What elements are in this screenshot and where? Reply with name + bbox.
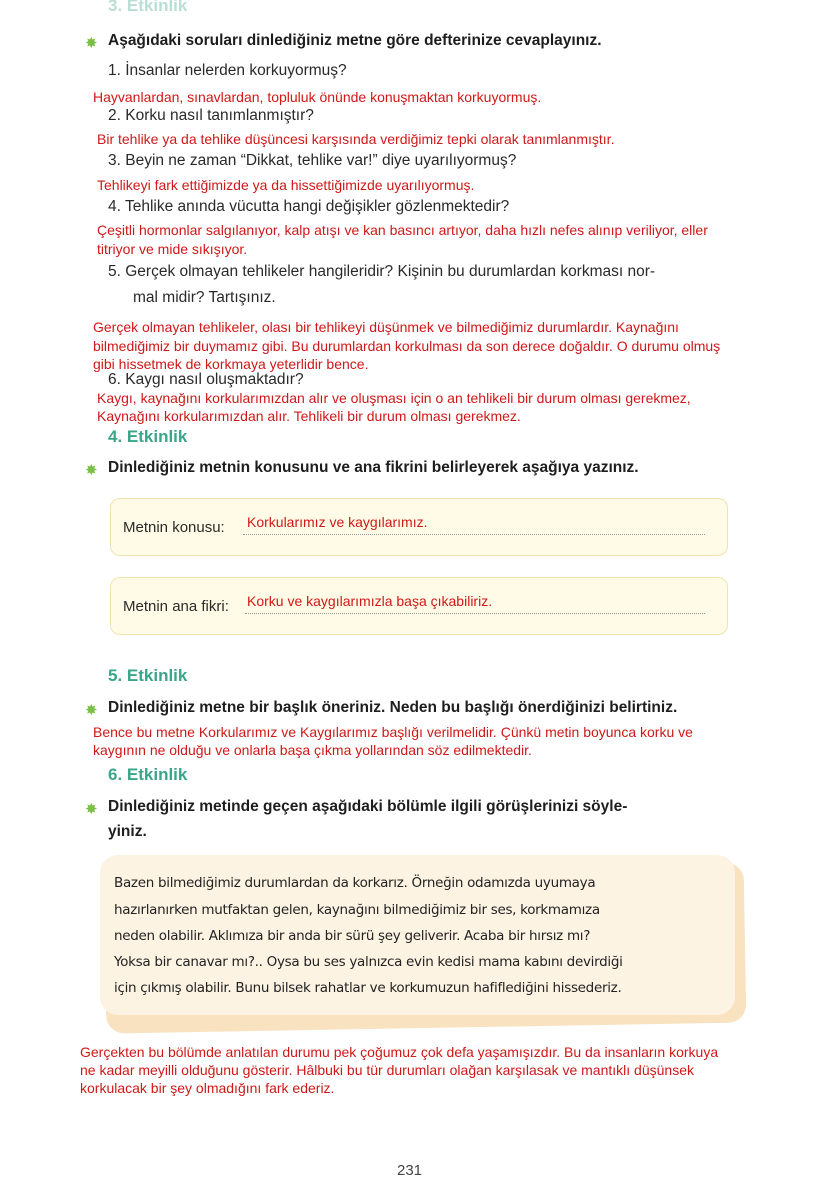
answer-5-line1: Gerçek olmayan tehlikeler, olası bir tehlikeyi düşünmek ve bilmediğimiz durumlardır. Kaynağını xyxy=(93,319,679,335)
topic-box xyxy=(110,498,728,556)
answer-6-line2: Kaynağını korkularımızdan alır. Tehlikeli bir durum olması gerekmez. xyxy=(97,408,521,424)
activity6-instruction-line1: Dinlediğiniz metinde geçen aşağıdaki bölümle ilgili görüşlerinizi söyle- xyxy=(108,798,628,815)
bullet-star-icon: ✸ xyxy=(85,801,98,818)
answer-5-line2: bilmediğimiz bir duymamız gibi. Bu durumlardan korkulması da son derece doğaldır. O durumu olmuş xyxy=(93,338,721,354)
bullet-star-icon: ✸ xyxy=(85,702,98,719)
question-1: 1. İnsanlar nelerden korkuyormuş? xyxy=(108,62,347,79)
activity3-heading: 3. Etkinlik xyxy=(108,0,188,15)
main-idea-answer[interactable]: Korku ve kaygılarımızla başa çıkabiliriz. xyxy=(247,593,493,609)
main-idea-dotted-line xyxy=(245,613,705,614)
activity4-heading: 4. Etkinlik xyxy=(108,427,188,446)
quote-line: neden olabilir. Aklımıza bir anda bir sürü şey geliverir. Acaba bir hırsız mı? xyxy=(114,928,591,944)
activity6-answer-line2: ne kadar meyilli olduğunu gösterir. Hâlbuki bu tür durumları olağan karşılasak ve mantıklı düşünsek xyxy=(80,1062,694,1078)
answer-2: Bir tehlike ya da tehlike düşüncesi karşısında verdiğimiz tepki olarak tanımlanmıştır. xyxy=(97,131,615,147)
quote-line: için çıkmış olabilir. Bunu bilsek rahatlar ve korkumuzun hafiflediğini hissederiz. xyxy=(114,980,622,996)
page-number: 231 xyxy=(397,1162,423,1179)
answer-3: Tehlikeyi fark ettiğimizde ya da hissettiğimizde uyarılıyormuş. xyxy=(97,177,475,193)
question-2: 2. Korku nasıl tanımlanmıştır? xyxy=(108,107,314,124)
question-3: 3. Beyin ne zaman “Dikkat, tehlike var!” diye uyarılıyormuş? xyxy=(108,152,517,169)
question-6: 6. Kaygı nasıl oluşmaktadır? xyxy=(108,371,304,388)
answer-4-line1: Çeşitli hormonlar salgılanıyor, kalp atışı ve kan basıncı artıyor, daha hızlı nefes alınıp veriliyor, eller xyxy=(97,222,708,238)
answer-6-line1: Kaygı, kaynağını korkularımızdan alır ve oluşması için o an tehlikeli bir durum olması gerekmez, xyxy=(97,390,691,406)
question-5-line2: mal midir? Tartışınız. xyxy=(133,289,276,306)
activity5-answer-line2: kaygının ne olduğu ve onlarla başa çıkma yollarından söz edilmektedir. xyxy=(93,742,532,758)
quote-line: Yoksa bir canavar mı?.. Oysa bu ses yalnızca evin kedisi mama kabını devirdiği xyxy=(114,954,623,970)
quote-box xyxy=(100,855,735,1015)
activity6-answer-line3: korkulacak bir şey olmadığını fark ederiz. xyxy=(80,1080,335,1096)
answer-4-line2: titriyor ve mide sıkışıyor. xyxy=(97,241,248,257)
activity3-instruction: Aşağıdaki soruları dinlediğiniz metne göre defterinize cevaplayınız. xyxy=(108,32,602,49)
activity6-answer-line1: Gerçekten bu bölümde anlatılan durumu pek çoğumuz çok defa yaşamışızdır. Bu da insanların korkuya xyxy=(80,1044,719,1060)
answer-1: Hayvanlardan, sınavlardan, topluluk önünde konuşmaktan korkuyormuş. xyxy=(93,89,542,105)
bullet-star-icon: ✸ xyxy=(85,462,98,479)
activity4-instruction: Dinlediğiniz metnin konusunu ve ana fikrini belirleyerek aşağıya yazınız. xyxy=(108,459,639,476)
main-idea-box xyxy=(110,577,728,635)
activity6-instruction-line2: yiniz. xyxy=(108,823,147,840)
activity5-heading: 5. Etkinlik xyxy=(108,666,188,685)
topic-answer[interactable]: Korkularımız ve kaygılarımız. xyxy=(247,514,428,530)
quote-line: hazırlanırken mutfaktan gelen, kaynağını bilmediğimiz bir ses, korkmamıza xyxy=(114,902,600,918)
activity5-answer-line1: Bence bu metne Korkularımız ve Kaygılarımız başlığı verilmelidir. Çünkü metin boyunca korku ve xyxy=(93,724,693,740)
topic-label: Metnin konusu: xyxy=(123,519,225,536)
topic-dotted-line xyxy=(243,534,705,535)
activity5-instruction: Dinlediğiniz metne bir başlık öneriniz. Neden bu başlığı önerdiğinizi belirtiniz. xyxy=(108,699,678,716)
question-4: 4. Tehlike anında vücutta hangi değişikler gözlenmektedir? xyxy=(108,198,510,215)
quote-line: Bazen bilmediğimiz durumlardan da korkarız. Örneğin odamızda uyumaya xyxy=(114,875,596,891)
main-idea-label: Metnin ana fikri: xyxy=(123,598,229,615)
bullet-star-icon: ✸ xyxy=(85,35,98,52)
question-5-line1: 5. Gerçek olmayan tehlikeler hangileridir? Kişinin bu durumlardan korkması nor- xyxy=(108,263,656,280)
activity6-heading: 6. Etkinlik xyxy=(108,765,188,784)
answer-5-line3: gibi hissetmek de korkmaya yeterlidir bence. xyxy=(93,356,369,372)
